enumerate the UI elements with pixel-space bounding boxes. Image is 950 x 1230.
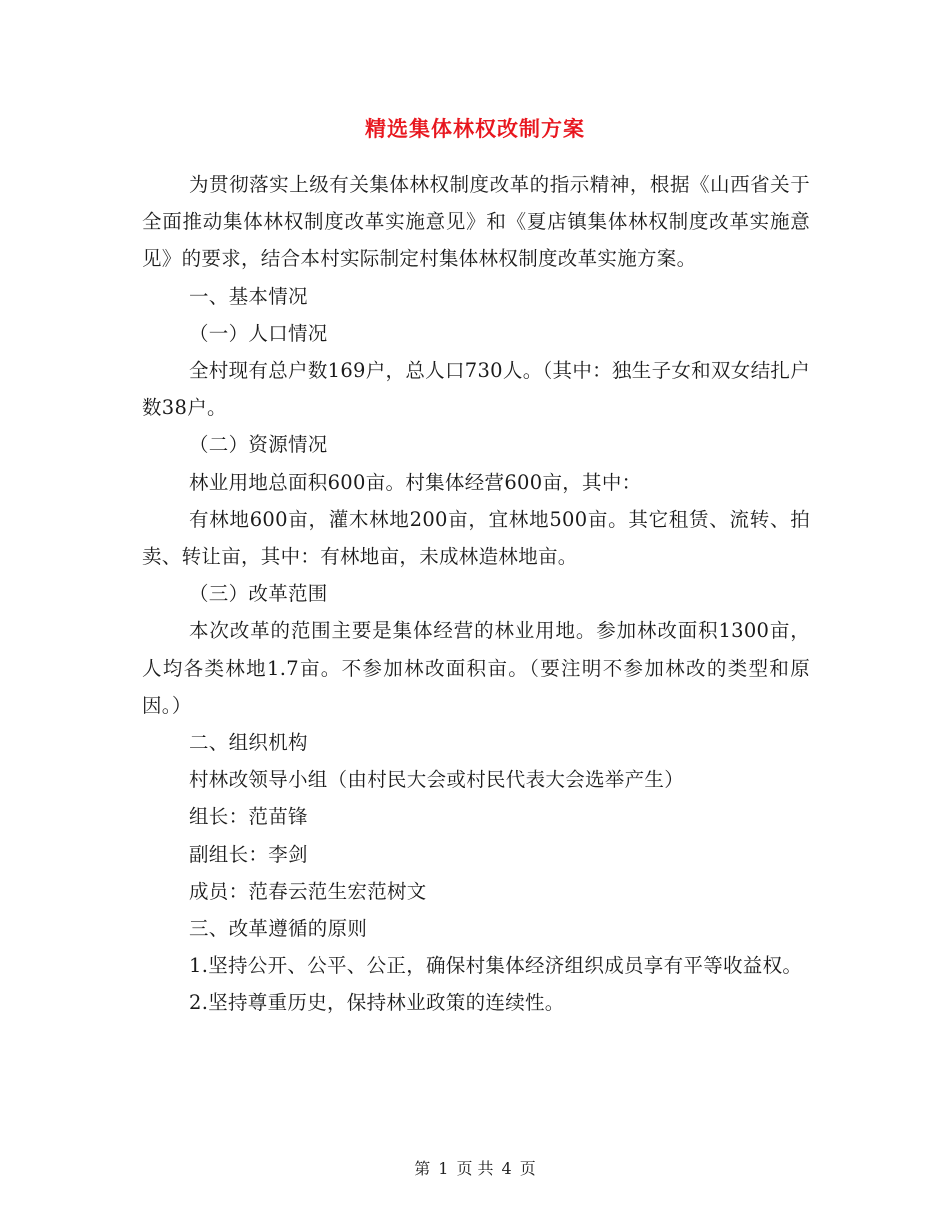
paragraph-members: 成员：范春云范生宏范树文: [189, 879, 427, 903]
paragraph-reform-scope: 本次改革的范围主要是集体经营的林业用地。参加林改面积1300亩，人均各类林地1.7亩。不参加林改面积亩。（要注明不参加林改的类型和原因。）: [142, 619, 810, 717]
page-footer: [0, 1156, 950, 1179]
paragraph-deputy-leader: 副组长：李剑: [189, 842, 308, 866]
footer-mid: 页 共: [456, 1159, 494, 1178]
heading-organization: 二、组织机构: [189, 731, 308, 755]
paragraph-principle-1: 1.坚持公开、公平、公正，确保村集体经济组织成员享有平等收益权。: [189, 954, 803, 978]
footer-page-number: 1: [438, 1159, 449, 1178]
paragraph-principle-2: 2.坚持尊重历史，保持林业政策的连续性。: [189, 991, 565, 1015]
subheading-reform-scope: （三）改革范围: [189, 582, 328, 606]
paragraph-population: 全村现有总户数169户，总人口730人。（其中：独生子女和双女结扎户数38户。: [142, 359, 810, 420]
subheading-resources: （二）资源情况: [189, 433, 328, 457]
paragraph-forest-area: 林业用地总面积600亩。村集体经营600亩，其中：: [189, 470, 642, 494]
paragraph-intro: 为贯彻落实上级有关集体林权制度改革的指示精神，根据《山西省关于全面推动集体林权制度改革实施意见》和《夏店镇集体林权制度改革实施意见》的要求，结合本村实际制定村集体林权制度改革实施方案。: [142, 173, 810, 271]
footer-prefix: 第: [414, 1159, 431, 1178]
paragraph-forest-detail: 有林地600亩，灌木林地200亩，宜林地500亩。其它租赁、流转、拍卖、转让亩，其中：有林地亩，未成林造林地亩。: [142, 507, 810, 569]
subheading-population: （一）人口情况: [189, 321, 328, 345]
heading-basic-situation: 一、基本情况: [189, 284, 308, 308]
paragraph-leading-group: 村林改领导小组（由村民大会或村民代表大会选举产生）: [189, 768, 685, 792]
document-body: [142, 166, 810, 1022]
footer-total-pages: 4: [501, 1159, 512, 1178]
document-title: 精选集体林权改制方案: [365, 117, 585, 141]
heading-principles: 三、改革遵循的原则: [189, 917, 368, 941]
paragraph-leader: 组长：范苗锋: [189, 805, 308, 829]
footer-suffix: 页: [519, 1159, 536, 1178]
